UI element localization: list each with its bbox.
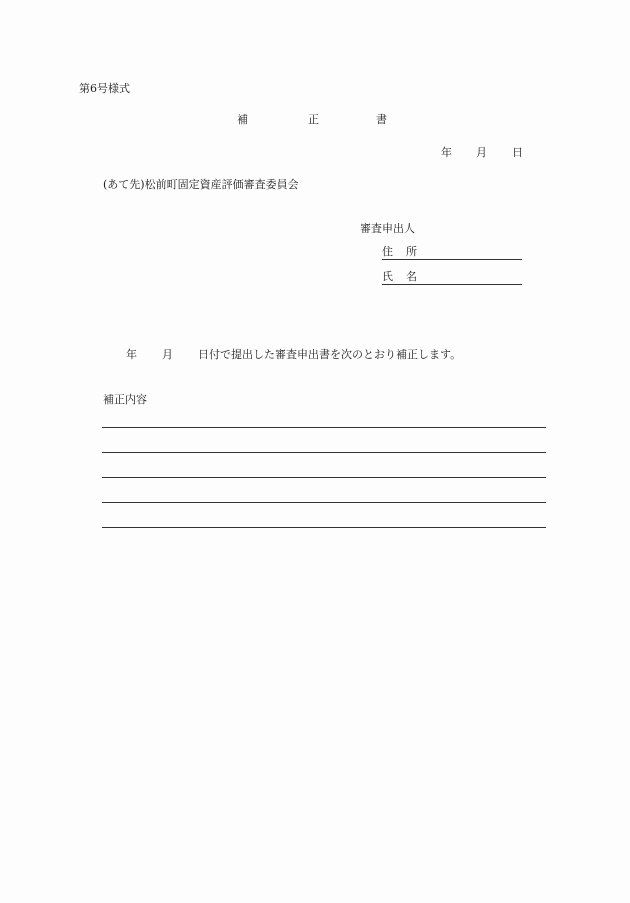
content-line[interactable]: [102, 502, 546, 526]
statement-text: 日付で提出した審査申出書を次のとおり補正します。: [198, 348, 462, 361]
statement-year-label: 年: [126, 348, 137, 361]
correction-content-label: 補正内容: [103, 393, 147, 406]
address-field[interactable]: [382, 245, 522, 260]
addressee: (あて先)松前町固定資産評価審査委員会: [103, 178, 299, 191]
name-label: 氏名: [382, 270, 430, 283]
form-number: 第6号様式: [79, 82, 130, 95]
statement-month-label: 月: [162, 348, 173, 361]
address-label: 住所: [382, 245, 430, 258]
content-line[interactable]: [102, 452, 546, 476]
document-title-char-1: 補: [237, 113, 248, 126]
document-title-char-2: 正: [308, 113, 319, 126]
applicant-heading: 審査申出人: [360, 222, 415, 235]
date-day-label: 日: [512, 146, 523, 159]
correction-content-lines: [102, 427, 546, 551]
document-title-char-3: 書: [376, 113, 387, 126]
content-line[interactable]: [102, 527, 546, 551]
date-month-label: 月: [476, 146, 487, 159]
content-line[interactable]: [102, 477, 546, 501]
date-year-label: 年: [441, 146, 452, 159]
name-field[interactable]: [382, 270, 522, 285]
content-line[interactable]: [102, 427, 546, 451]
